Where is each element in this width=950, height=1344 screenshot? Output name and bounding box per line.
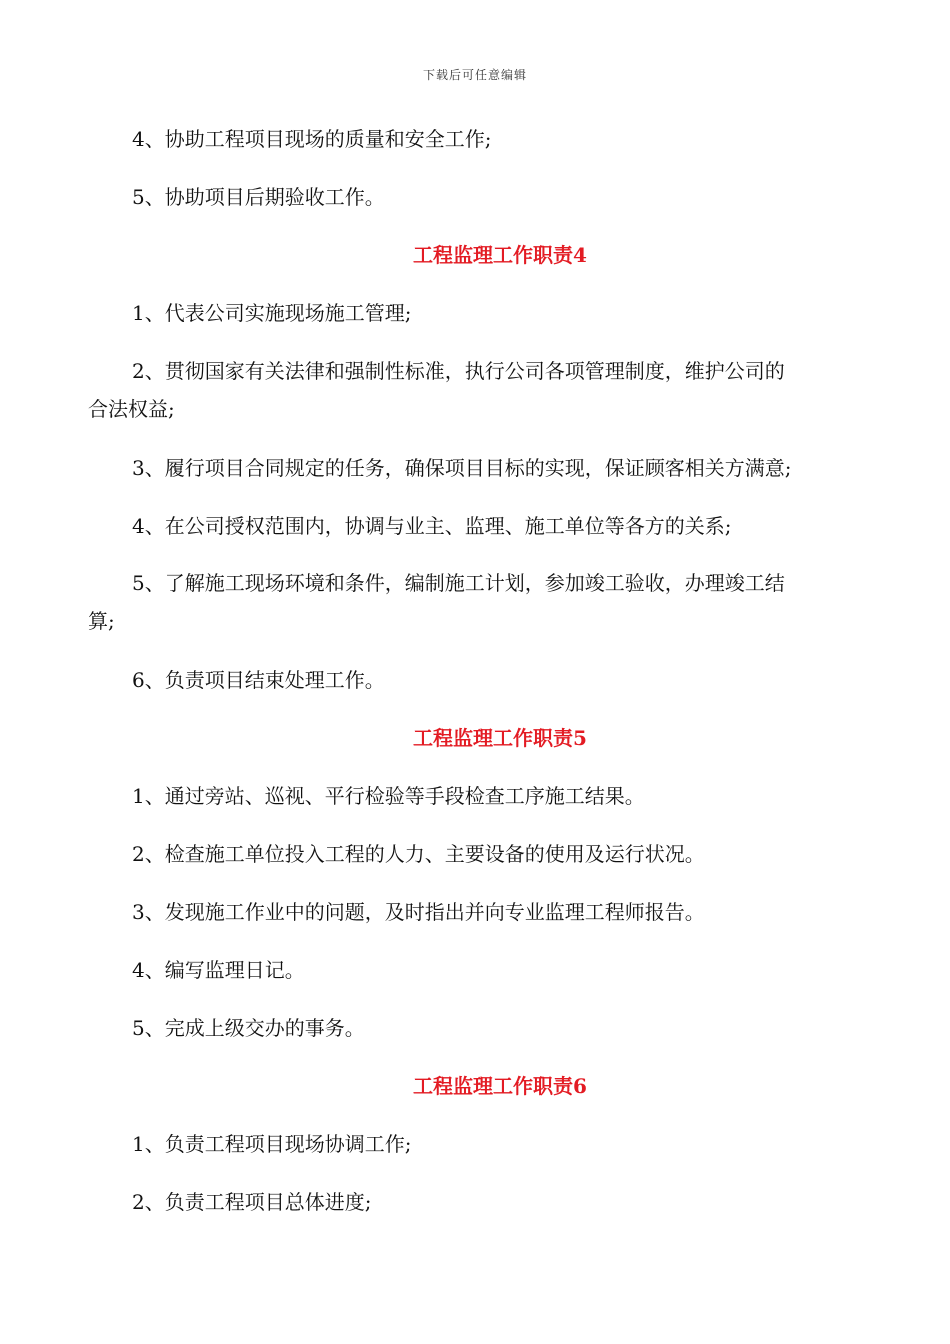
page-header: 下载后可任意编辑 <box>422 68 527 82</box>
paragraph: 4、编写监理日记。 <box>132 958 305 982</box>
section-heading: 工程监理工作职责6 <box>413 1074 587 1098</box>
paragraph: 3、履行项目合同规定的任务，确保项目目标的实现，保证顾客相关方满意; <box>132 456 792 480</box>
paragraph-continuation: 算; <box>88 609 115 633</box>
paragraph: 5、了解施工现场环境和条件，编制施工计划，参加竣工验收，办理竣工结 <box>132 571 785 595</box>
paragraph: 1、代表公司实施现场施工管理; <box>132 301 412 325</box>
paragraph: 1、通过旁站、巡视、平行检验等手段检查工序施工结果。 <box>132 784 645 808</box>
paragraph: 4、协助工程项目现场的质量和安全工作; <box>132 127 492 151</box>
paragraph: 5、协助项目后期验收工作。 <box>132 185 385 209</box>
paragraph: 2、负责工程项目总体进度; <box>132 1190 372 1214</box>
paragraph: 2、贯彻国家有关法律和强制性标准，执行公司各项管理制度，维护公司的 <box>132 359 785 383</box>
paragraph: 2、检查施工单位投入工程的人力、主要设备的使用及运行状况。 <box>132 842 705 866</box>
paragraph-continuation: 合法权益; <box>88 397 175 421</box>
section-heading: 工程监理工作职责5 <box>413 726 587 750</box>
paragraph: 3、发现施工作业中的问题，及时指出并向专业监理工程师报告。 <box>132 900 705 924</box>
paragraph: 6、负责项目结束处理工作。 <box>132 668 385 692</box>
paragraph: 1、负责工程项目现场协调工作; <box>132 1132 412 1156</box>
paragraph: 5、完成上级交办的事务。 <box>132 1016 365 1040</box>
section-heading: 工程监理工作职责4 <box>413 243 587 267</box>
paragraph: 4、在公司授权范围内，协调与业主、监理、施工单位等各方的关系; <box>132 514 732 538</box>
